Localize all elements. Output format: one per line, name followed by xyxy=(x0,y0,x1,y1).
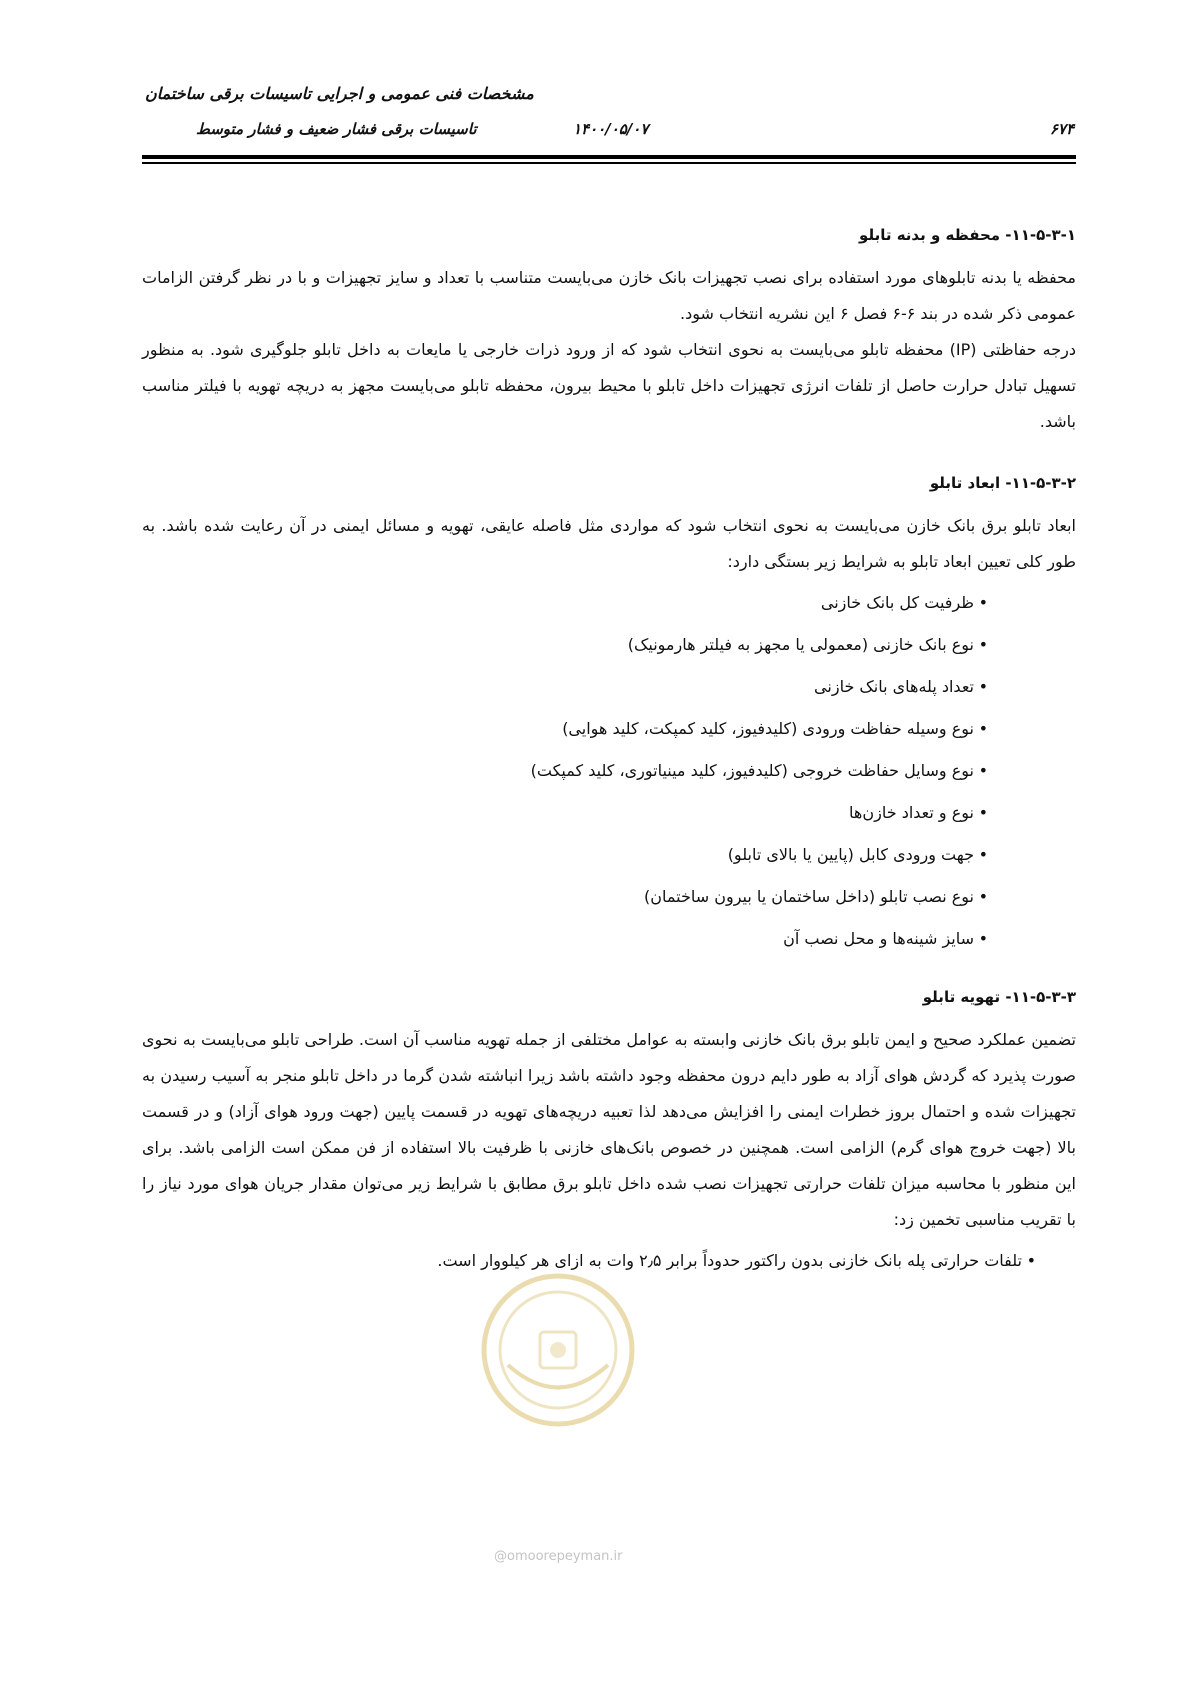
header-subtitle: تاسیسات برقی فشار ضعیف و فشار متوسط xyxy=(196,120,477,138)
list-item: • ظرفیت کل بانک خازنی xyxy=(142,582,988,624)
header-date: ۱۴۰۰/۰۵/۰۷ xyxy=(573,120,649,138)
bullet-icon: • xyxy=(978,635,988,654)
list-item: • نوع نصب تابلو (داخل ساختمان یا بیرون ساختمان) xyxy=(142,876,988,918)
list-item: • تلفات حرارتی پله بانک خازنی بدون راکتور حدوداً برابر ۲٫۵ وات به ازای هر کیلووار است. xyxy=(142,1240,1036,1282)
paragraph-dimensions: ابعاد تابلو برق بانک خازن می‌بایست به نحوی انتخاب شود که مواردی مثل فاصله عایقی، تهویه و مسائل ایمنی در آن رعایت شده باشد. به طور کلی تعیین ابعاد تابلو به شرایط زیر بستگی دارد: xyxy=(142,516,1076,571)
bullet-icon: • xyxy=(978,761,988,780)
header-title: مشخصات فنی عمومی و اجرایی تاسیسات برقی ساختمان xyxy=(145,84,534,103)
bullet-icon: • xyxy=(1026,1251,1036,1270)
bullet-icon: • xyxy=(978,593,988,612)
list-item: • جهت ورودی کابل (پایین یا بالای تابلو) xyxy=(142,834,988,876)
page-content xyxy=(142,200,1076,1288)
bullet-icon: • xyxy=(978,845,988,864)
header-rule-thick xyxy=(142,155,1076,159)
paragraph-enclosure-1: محفظه یا بدنه تابلوهای مورد استفاده برای نصب تجهیزات بانک خازن می‌بایست متناسب با تعداد و سایز تجهیزات و با در نظر گرفتن الزامات عمومی ذکر شده در بند ۶-۶ فصل ۶ این نشریه انتخاب شود. xyxy=(142,268,1076,323)
section-heading-ventilation: ۱۱-۵-۳-۳- تهویه تابلو xyxy=(922,988,1076,1006)
page-number: ۶۷۴ xyxy=(1049,120,1074,138)
list-item: • نوع وسایل حفاظت خروجی (کلیدفیوز، کلید مینیاتوری، کلید کمپکت) xyxy=(142,750,988,792)
header-rule-thin xyxy=(142,162,1076,164)
paragraph-ventilation: تضمین عملکرد صحیح و ایمن تابلو برق بانک خازنی وابسته به عوامل مختلفی از جمله تهویه مناسب آن است. طراحی تابلو می‌بایست به نحوی صورت پذیرد که گردش هوای آزاد به طور دایم درون محفظه وجود داشته باشد زیرا انباشته شدن گرما در داخل تابلو منجر به آسیب رسیدن به تجهیزات شده و احتمال بروز خطرات ایمنی را افزایش می‌دهد لذا تعبیه دریچه‌های تهویه در قسمت پایین (جهت ورود هوای آزاد) و در قسمت بالا (جهت خروج هوای گرم) الزامی است. همچنین در خصوص بانک‌های خازنی با ظرفیت بالا استفاده از فن ممکن است الزامی باشد. برای این منظور با محاسبه میزان تلفات حرارتی تجهیزات نصب شده داخل تابلو برق مطابق با شرایط زیر می‌توان مقدار جریان هوای مورد نیاز را با تقریب مناسبی تخمین زد: xyxy=(142,1030,1076,1229)
bullet-icon: • xyxy=(978,803,988,822)
bullet-icon: • xyxy=(978,677,988,696)
list-item: • نوع بانک خازنی (معمولی یا مجهز به فیلتر هارمونیک) xyxy=(142,624,988,666)
dimensions-list xyxy=(142,582,1076,960)
list-item: • نوع و تعداد خازن‌ها xyxy=(142,792,988,834)
list-item: • نوع وسیله حفاظت ورودی (کلیدفیوز، کلید کمپکت، کلید هوایی) xyxy=(142,708,988,750)
section-heading-dimensions: ۱۱-۵-۳-۲- ابعاد تابلو xyxy=(929,474,1076,492)
bullet-icon: • xyxy=(978,929,988,948)
watermark-seal-logo xyxy=(478,1270,638,1430)
paragraph-enclosure-2: درجه حفاظتی (IP) محفظه تابلو می‌بایست به نحوی انتخاب شود که از ورود ذرات خارجی یا مایعات به داخل تابلو جلوگیری شود. به منظور تسهیل تبادل حرارت حاصل از تلفات انرژی تجهیزات داخل تابلو با محیط بیرون، محفظه تابلو می‌بایست مجهز به دریچه تهویه با فیلتر مناسب باشد. xyxy=(142,340,1076,431)
bullet-icon: • xyxy=(978,719,988,738)
list-item: • تعداد پله‌های بانک خازنی xyxy=(142,666,988,708)
list-item: • سایز شینه‌ها و محل نصب آن xyxy=(142,918,988,960)
section-heading-enclosure: ۱۱-۵-۳-۱- محفظه و بدنه تابلو xyxy=(859,226,1076,244)
bullet-icon: • xyxy=(978,887,988,906)
watermark-url: @omoorepeyman.ir xyxy=(494,1549,623,1564)
